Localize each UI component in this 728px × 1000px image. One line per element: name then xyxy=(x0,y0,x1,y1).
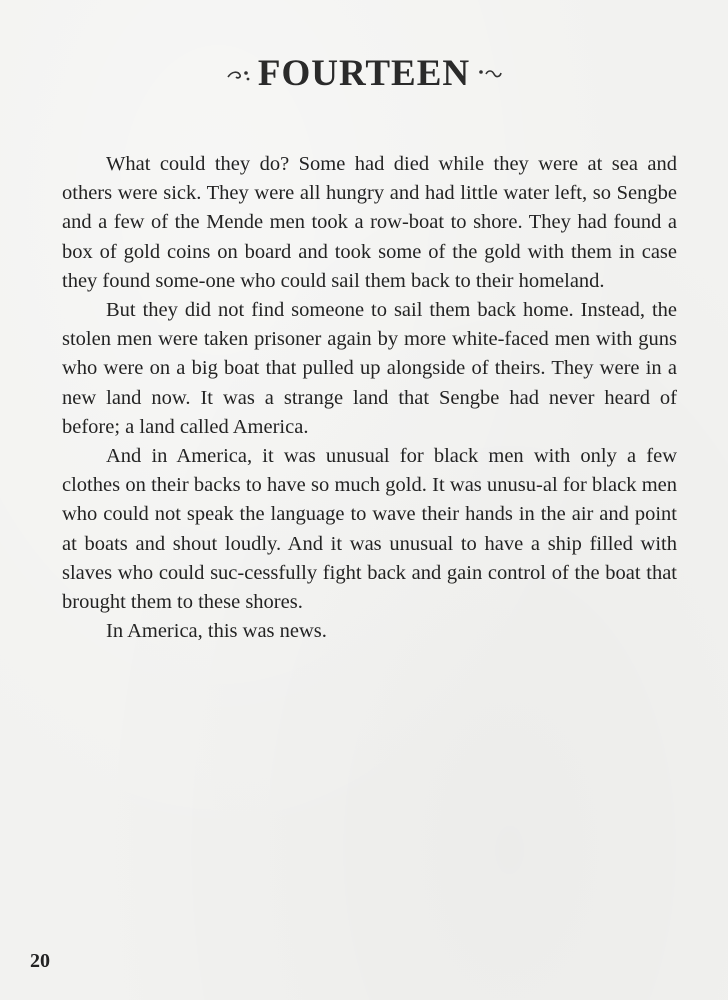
paragraph-4: In America, this was news. xyxy=(106,620,327,643)
paragraph-2: But they did not find someone to sail them back home. Instead, the stolen men were taken prisoner again by more white-faced men with guns who were on a big boat that pulled up alongside of theirs. They were in a new land now. It was a strange land that Sengbe had never heard of before; a land called America. xyxy=(62,299,677,438)
body-text xyxy=(62,150,677,646)
curl-ornament-left-icon xyxy=(226,65,252,83)
page-number: 20 xyxy=(30,950,50,972)
chapter-heading xyxy=(0,52,728,95)
paragraph-3: And in America, it was unusual for black men with only a few clothes on their backs to have so much gold. It was unusu-al for black men who could not speak the language to wave their hands in the air and point at boats and shout loudly. And it was unusual to have a ship filled with slaves who could suc-cessfully fight back and gain control of the boat that brought them to these shores. xyxy=(62,445,677,614)
chapter-title: FOURTEEN xyxy=(257,53,471,94)
curl-ornament-right-icon xyxy=(476,65,502,83)
paragraph-1: What could they do? Some had died while they were at sea and others were sick. They were all hungry and had little water left, so Sengbe and a few of the Mende men took a row-boat to shore. They had found a box of gold coins on board and took some of the gold with them in case they found some-one who could sail them back to their homeland. xyxy=(62,153,677,292)
